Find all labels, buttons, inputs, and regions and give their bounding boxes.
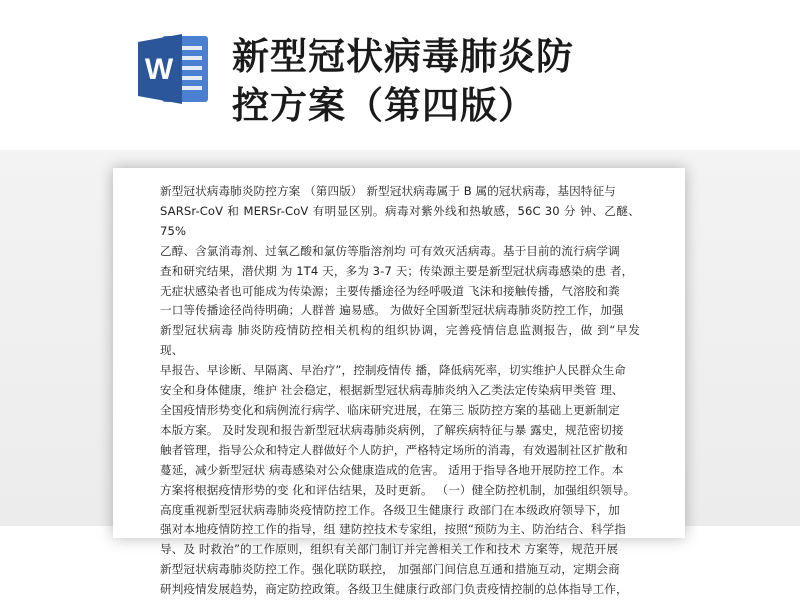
word-icon-letter: W [144,53,174,86]
doc-line: 无症状感染者也可能成为传染源；主要传播途径为经呼吸道 飞沫和接触传播，气溶胶和粪 [160,283,620,298]
title-line-1: 新型冠状病毒肺炎防 [232,35,574,78]
doc-line: 早报告、早诊断、早隔离、早治疗”，控制疫情传 播，降低病死率，切实维护人民群众生命 [160,363,626,378]
document-body [160,182,640,600]
title-line-2: 控方案（第四版） [232,84,536,127]
doc-line: 新型冠状病毒肺炎防控工作。强化联防联控， 加强部门间信息互通和措施互动，定期会商 [160,562,620,577]
doc-line: 乙醇、含氯消毒剂、过氧乙酸和氯仿等脂溶剂均 可有效灭活病毒。基于目前的流行病学调 [160,243,620,258]
doc-line: SARSr-CoV 和 MERSr-CoV 有明显区别。病毒对紫外线和热敏感，56C 30 分 钟、乙醚、75% [160,203,640,238]
doc-line: 新型冠状病毒肺炎防控方案 （第四版） 新型冠状病毒属于 B 属的冠状病毒，基因特征与 [160,184,616,198]
doc-line: 触者管理，指导公众和特定人群做好个人防护，严格特定场所的消毒，有效遏制社区扩散和 [160,442,628,457]
doc-line: 一口等传播途径尚待明确；人群普 遍易感。 为做好全国新型冠状病毒肺炎防控工作，加强 [160,303,624,318]
document-page[interactable] [113,168,685,597]
word-icon [138,34,210,104]
doc-line: 安全和身体健康，维护 社会稳定，根据新型冠状病毒肺炎纳入乙类法定传染病甲类管 理、 [160,383,624,398]
page-title [232,32,732,130]
doc-line: 方案将根据疫情形势的变 化和评估结果，及时更新。 （一）健全防控机制，加强组织领导。 [160,482,636,497]
doc-line: 高度重视新型冠状病毒肺炎疫情防控工作。各级卫生健康行 政部门在本级政府领导下，加 [160,502,620,517]
doc-line: 强对本地疫情防控工作的指导，组 建防控技术专家组，按照“预防为主、防治结合、科学指 [160,522,626,537]
doc-line: 查和研究结果，潜伏期 为 1T4 天，多为 3-7 天；传染源主要是新型冠状病毒感染的患 者， [160,263,634,278]
doc-line: 导、及 时救治”的工作原则，组织有关部门制订并完善相关工作和技术 方案等，规范开展 [160,542,619,557]
doc-line: 研判疫情发展趋势，商定防控政策。各级卫生健康行政部门负责疫情控制的总体指导工作， [160,582,628,597]
header [0,0,800,150]
doc-line: 新型冠状病毒 肺炎防疫情防控相关机构的组织协调，完善疫情信息监测报告，做 到“早发现、 [160,323,640,358]
doc-line: 本版方案。 及时发现和报告新型冠状病毒肺炎病例，了解疾病特征与暴 露史，规范密切接 [160,422,624,437]
doc-line: 蔓延，减少新型冠状 病毒感染对公众健康造成的危害。 适用于指导各地开展防控工作。本 [160,462,624,477]
doc-line: 全国疫情形势变化和病例流行病学、临床研究进展，在第三 版防控方案的基础上更新制定 [160,402,620,417]
